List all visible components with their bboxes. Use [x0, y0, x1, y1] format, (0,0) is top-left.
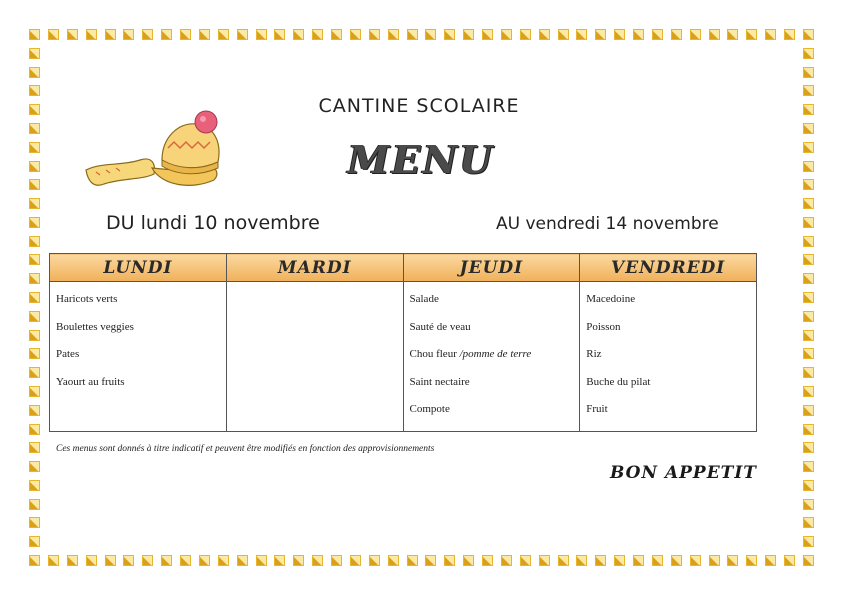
border-tile	[29, 499, 40, 510]
border-tile	[803, 48, 814, 59]
border-tile	[29, 217, 40, 228]
border-tile	[29, 311, 40, 322]
menu-item: Haricots verts	[56, 293, 118, 305]
border-tile	[312, 555, 323, 566]
menu-item: Riz	[586, 348, 602, 360]
border-tile	[463, 29, 474, 40]
border-tile	[614, 555, 625, 566]
border-tile	[29, 480, 40, 491]
border-tile	[142, 555, 153, 566]
border-tile	[331, 29, 342, 40]
border-tile	[709, 29, 720, 40]
border-tile	[690, 555, 701, 566]
menu-item: Boulettes veggies	[56, 320, 134, 333]
border-tile	[29, 555, 40, 566]
border-tile	[350, 29, 361, 40]
border-tile	[576, 29, 587, 40]
border-tile	[501, 29, 512, 40]
border-tile	[29, 330, 40, 341]
border-tile	[803, 386, 814, 397]
border-tile	[765, 555, 776, 566]
border-tile	[123, 29, 134, 40]
menu-table	[49, 253, 757, 432]
day-header-vendredi: VENDREDI	[580, 254, 757, 282]
menu-cell-jeudi	[403, 282, 580, 432]
border-tile	[671, 29, 682, 40]
border-tile	[803, 536, 814, 547]
border-tile	[633, 29, 644, 40]
border-tile	[727, 29, 738, 40]
border-tile	[784, 29, 795, 40]
border-tile	[256, 29, 267, 40]
border-tile	[803, 292, 814, 303]
border-tile	[293, 29, 304, 40]
border-tile	[803, 555, 814, 566]
border-tile	[652, 29, 663, 40]
border-tile	[105, 29, 116, 40]
bon-appetit-text: BON APPETIT	[610, 463, 757, 483]
border-tile	[29, 536, 40, 547]
border-tile	[29, 254, 40, 265]
border-tile	[29, 273, 40, 284]
border-tile	[595, 555, 606, 566]
border-tile	[67, 555, 78, 566]
border-tile	[652, 555, 663, 566]
day-header-lundi: LUNDI	[50, 254, 227, 282]
border-tile	[29, 424, 40, 435]
border-tile	[180, 555, 191, 566]
border-tile	[256, 555, 267, 566]
border-tile	[690, 29, 701, 40]
border-tile	[29, 123, 40, 134]
border-tile	[67, 29, 78, 40]
border-tile	[803, 330, 814, 341]
day-header-mardi: MARDI	[226, 254, 403, 282]
border-tile	[558, 555, 569, 566]
border-tile	[784, 555, 795, 566]
border-tile	[520, 555, 531, 566]
menu-cell-vendredi	[580, 282, 757, 432]
menu-item: Salade	[409, 293, 439, 305]
border-tile	[29, 442, 40, 453]
border-tile	[765, 29, 776, 40]
border-tile	[482, 555, 493, 566]
day-header-jeudi: JEUDI	[403, 254, 580, 282]
border-tile	[803, 273, 814, 284]
menu-item: Buche du pilat	[586, 375, 651, 388]
border-tile	[576, 555, 587, 566]
border-tile	[388, 555, 399, 566]
menu-item: Compote	[409, 403, 450, 415]
border-tile	[482, 29, 493, 40]
border-tile	[29, 405, 40, 416]
border-tile	[558, 29, 569, 40]
border-tile	[29, 48, 40, 59]
border-tile	[803, 499, 814, 510]
border-tile	[407, 555, 418, 566]
border-tile	[237, 555, 248, 566]
border-tile	[237, 29, 248, 40]
menu-cell-lundi	[50, 282, 227, 432]
border-tile	[803, 198, 814, 209]
border-tile	[463, 555, 474, 566]
border-tile	[803, 461, 814, 472]
border-tile	[161, 29, 172, 40]
border-tile	[614, 29, 625, 40]
border-tile	[199, 29, 210, 40]
menu-item: Saint nectaire	[409, 375, 470, 388]
border-tile	[803, 67, 814, 78]
border-tile	[803, 217, 814, 228]
border-tile	[746, 29, 757, 40]
disclaimer-note: Ces menus sont donnés à titre indicatif et peuvent être modifiés en fonction des approvisionnements	[56, 444, 435, 454]
menu-cell-mardi	[226, 282, 403, 432]
border-tile	[444, 555, 455, 566]
border-tile	[388, 29, 399, 40]
border-tile	[803, 480, 814, 491]
border-tile	[425, 555, 436, 566]
border-tile	[274, 555, 285, 566]
border-tile	[709, 555, 720, 566]
border-tile	[29, 29, 40, 40]
table-row	[50, 282, 757, 432]
border-tile	[86, 29, 97, 40]
date-from: DU lundi 10 novembre	[106, 212, 320, 234]
border-tile	[218, 29, 229, 40]
border-tile	[727, 555, 738, 566]
border-tile	[425, 29, 436, 40]
border-tile	[86, 555, 97, 566]
border-tile	[199, 555, 210, 566]
border-tile	[595, 29, 606, 40]
menu-item: Yaourt au fruits	[56, 375, 125, 388]
border-tile	[312, 29, 323, 40]
border-tile	[803, 405, 814, 416]
border-tile	[29, 236, 40, 247]
menu-item: Pates	[56, 348, 80, 360]
menu-item: Macedoine	[586, 293, 636, 305]
border-tile	[105, 555, 116, 566]
date-to: AU vendredi 14 novembre	[496, 214, 719, 234]
border-tile	[407, 29, 418, 40]
border-tile	[29, 461, 40, 472]
menu-item: Poisson	[586, 320, 621, 333]
border-tile	[803, 254, 814, 265]
border-tile	[142, 29, 153, 40]
border-tile	[29, 67, 40, 78]
border-tile	[48, 29, 59, 40]
border-tile	[48, 555, 59, 566]
border-tile	[218, 555, 229, 566]
border-tile	[803, 236, 814, 247]
menu-item-text: Chou fleur	[409, 348, 457, 360]
border-tile	[350, 555, 361, 566]
border-tile	[633, 555, 644, 566]
border-tile	[29, 198, 40, 209]
border-tile	[274, 29, 285, 40]
border-tile	[803, 348, 814, 359]
page-title: CANTINE SCOLAIRE	[318, 95, 520, 117]
border-tile	[29, 517, 40, 528]
border-tile	[539, 29, 550, 40]
border-tile	[520, 29, 531, 40]
table-header-row	[50, 254, 757, 282]
border-tile	[746, 555, 757, 566]
border-tile	[803, 29, 814, 40]
border-tile	[29, 292, 40, 303]
border-tile	[803, 442, 814, 453]
border-tile	[803, 123, 814, 134]
border-tile	[161, 555, 172, 566]
border-tile	[123, 555, 134, 566]
border-tile	[501, 555, 512, 566]
border-tile	[369, 555, 380, 566]
border-tile	[539, 555, 550, 566]
border-tile	[331, 555, 342, 566]
border-tile	[293, 555, 304, 566]
menu-item: Fruit	[586, 403, 608, 415]
border-tile	[180, 29, 191, 40]
border-tile	[444, 29, 455, 40]
border-tile	[803, 311, 814, 322]
border-tile	[803, 367, 814, 378]
border-tile	[803, 424, 814, 435]
menu-heading: MENU	[347, 137, 495, 182]
border-tile	[29, 348, 40, 359]
menu-item: Sauté de veau	[409, 320, 471, 333]
border-tile	[803, 517, 814, 528]
menu-item	[410, 347, 580, 375]
border-tile	[29, 367, 40, 378]
border-tile	[29, 386, 40, 397]
border-tile	[671, 555, 682, 566]
handwritten-addition: /pomme de terre	[459, 348, 532, 360]
border-tile	[369, 29, 380, 40]
